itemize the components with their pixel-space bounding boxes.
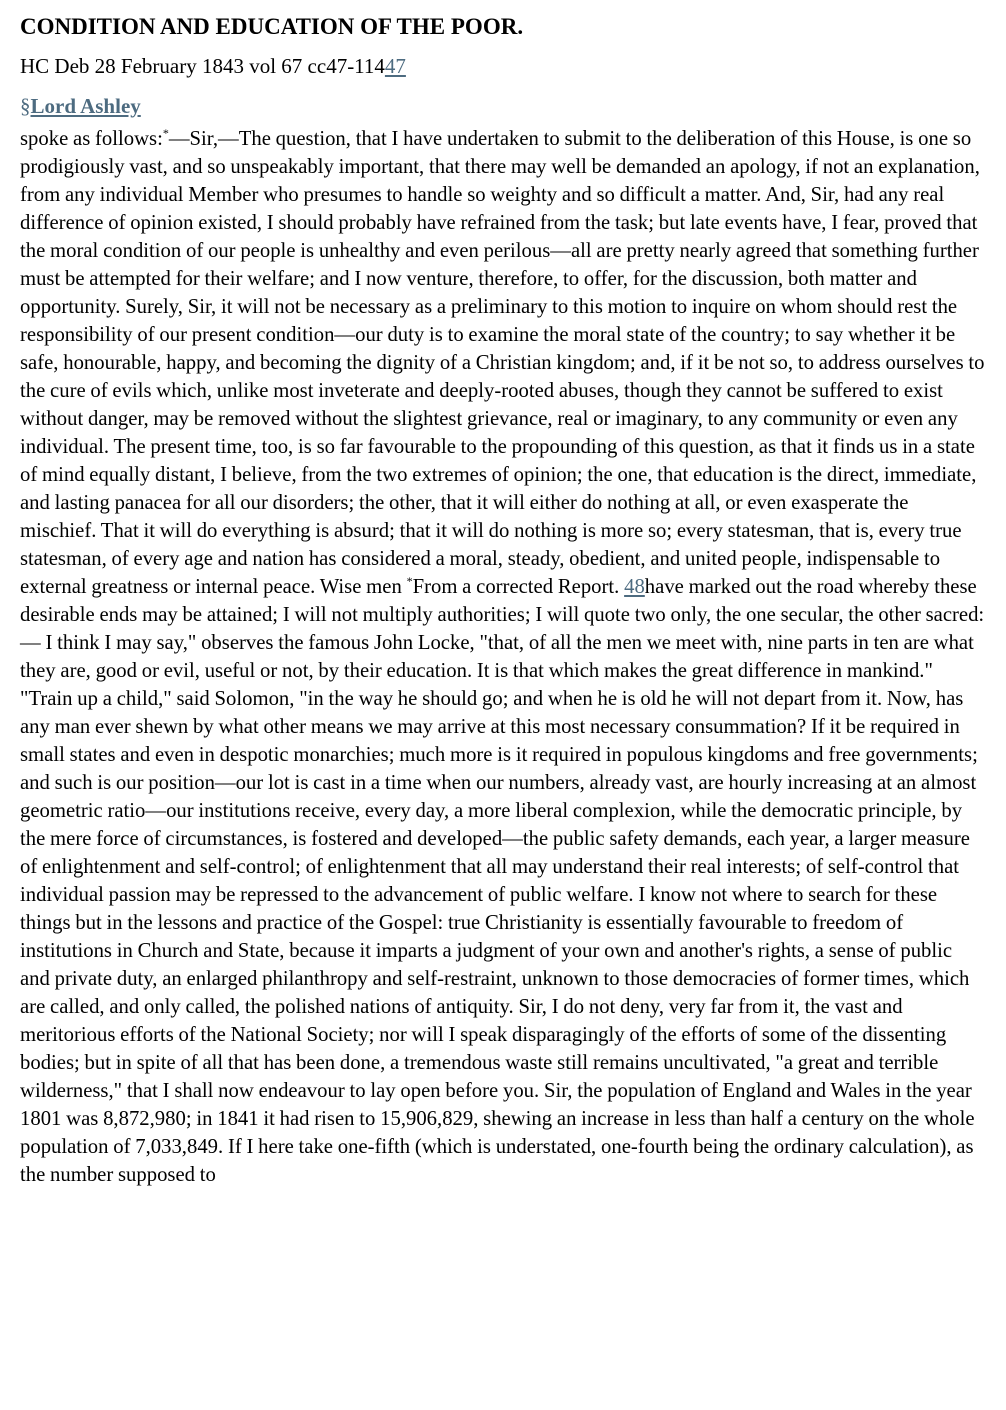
citation-text: HC Deb 28 February 1843 vol 67 cc47-114	[20, 54, 385, 78]
speech-body	[20, 125, 986, 1189]
speech-paragraph-continued: have marked out the road whereby these desirable ends may be attained; I will not multiply authorities; I will quote two only, the one secular, the other sacred:— I think I may say," observes the famous John Locke, "that, of all the men we meet with, nine parts in ten are what they are, good or evil, useful or not, by their education. It is that which makes the great difference in mankind." "Train up a child," said Solomon, "in the way he should go; and when he is old he will not depart from it. Now, has any man ever shewn by what other means we may arrive at this most necessary consummation? If it be required in small states and even in despotic monarchies; much more is it required in populous kingdoms and free governments; and such is our position—our lot is cast in a time when our numbers, already vast, are hourly increasing at an almost geometric ratio—our institutions receive, every day, a more liberal complexion, while the democratic principle, by the mere force of circumstances, is fostered and developed—the public safety demands, each year, a larger measure of enlightenment and self-control; of enlightenment that all may understand their real interests; of self-control that individual passion may be repressed to the advancement of public welfare. I know not where to search for these things but in the lessons and practice of the Gospel: true Christianity is essentially favourable to freedom of institutions in Church and State, because it imparts a judgment of your own and another's rights, a sense of public and private duty, an enlarged philanthropy and self-restraint, unknown to those democracies of former times, which are called, and only called, the polished nations of antiquity. Sir, I do not deny, very far from it, the vast and meritorious efforts of the National Society; nor will I speak disparagingly of the efforts of some of the dissenting bodies; but in spite of all that has been done, a tremendous waste still remains uncultivated, "a great and terrible wilderness," that I shall now endeavour to lay open before you. Sir, the population of England and Wales in the year 1801 was 8,872,980; in 1841 it had risen to 15,906,829, shewing an increase in less than half a century on the whole population of 7,033,849. If I here take one-fifth (which is understated, one-fourth being the ordinary calculation), as the number supposed to	[20, 576, 985, 1186]
footnote-marker: *	[406, 574, 413, 589]
page-title: CONDITION AND EDUCATION OF THE POOR.	[20, 14, 524, 39]
note-marker: *	[162, 126, 169, 141]
debate-citation	[20, 51, 986, 81]
speaker-name-link[interactable]: Lord Ashley	[30, 94, 141, 118]
footnote-text: From a corrected Report.	[412, 576, 620, 598]
section-mark: §	[20, 94, 31, 118]
column-link[interactable]: 47	[384, 54, 406, 78]
speech-paragraph: —Sir,—The question, that I have undertaken to submit to the deliberation of this House, is one so prodigiously vast, and so unspeakably important, that there may well be demanded an apology, if not an explanation, from any individual Member who presumes to handle so weighty and so difficult a matter. And, Sir, had any real difference of opinion existed, I should probably have refrained from the task; but late events have, I fear, proved that the moral condition of our people is unhealthy and even perilous—all are pretty nearly agreed that something further must be attempted for their welfare; and I now venture, therefore, to offer, for the discussion, both matter and opportunity. Surely, Sir, it will not be necessary as a preliminary to this motion to inquire on whom should rest the responsibility of our present condition—our duty is to examine the moral state of the country; to say whether it be safe, honourable, happy, and becoming the dignity of a Christian kingdom; and, if it be not so, to address ourselves to the cure of evils which, unlike most inveterate and deeply-rooted abuses, though they cannot be suffered to exist without danger, may be removed without the slightest grievance, real or imaginary, to any community or even any individual. The present time, too, is so far favourable to the propounding of this question, as that it finds us in a state of mind equally distant, I believe, from the two extremes of opinion; the one, that education is the direct, immediate, and lasting panacea for all our disorders; the other, that it will either do nothing at all, or even exasperate the mischief. That it will do everything is absurd; that it will do nothing is more so; every statesman, that is, every true statesman, of every age and nation has considered a moral, steady, obedient, and united people, indispensable to external greatness or internal peace. Wise men	[20, 128, 985, 598]
speaker-heading	[20, 91, 986, 121]
speech-intro: spoke as follows:	[20, 128, 163, 150]
column-break-link[interactable]: 48	[624, 576, 645, 598]
